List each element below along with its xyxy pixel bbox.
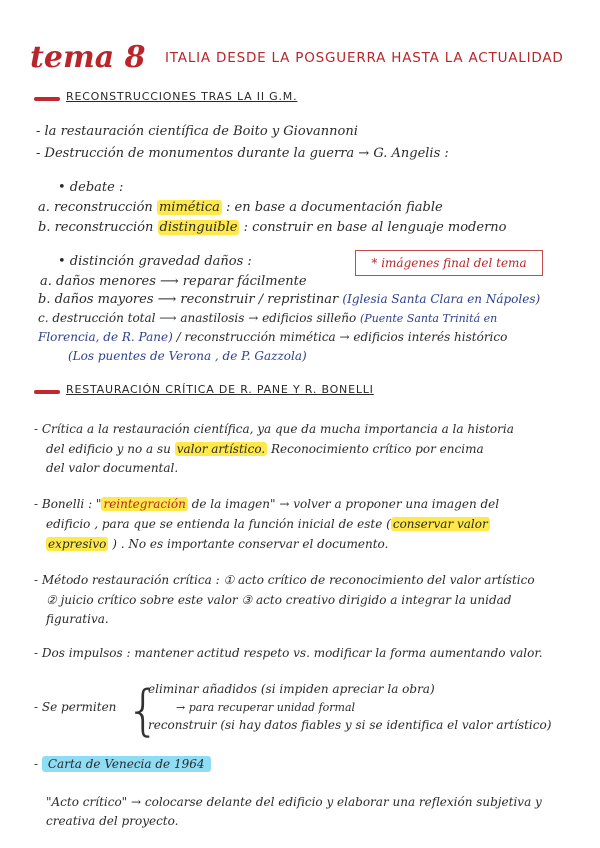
text: edificio , para que se entienda la función inicial de este ( — [46, 517, 391, 531]
highlight-reintegracion: reintegración — [103, 497, 186, 511]
bullet-gravedad: • distinción gravedad daños : — [58, 254, 252, 269]
highlight-expresivo: expresivo — [48, 537, 107, 551]
highlight-distinguible: distinguible — [159, 220, 238, 235]
images-note-box: * imágenes final del tema — [355, 250, 543, 276]
permitted-item: reconstruir (si hay datos fiables y si se identifica el valor artístico) — [148, 718, 552, 732]
text: ) . No es importante conservar el documento. — [112, 537, 389, 551]
list-item-a — [38, 200, 443, 215]
charter-line — [34, 757, 211, 771]
permitted-label: - Se permiten — [34, 700, 117, 714]
paragraph-line: "Acto crítico" → colocarse delante del edificio y elaborar una reflexión subjetiva y — [46, 795, 542, 809]
permitted-item: eliminar añadidos (si impiden apreciar la obra) — [148, 682, 435, 696]
highlight-carta-venecia: Carta de Venecia de 1964 — [42, 756, 211, 772]
paragraph-line: figurativa. — [46, 612, 109, 626]
section-heading-restauracion-critica: RESTAURACIÓN CRÍTICA DE R. PANE Y R. BONELLI — [66, 383, 374, 396]
text: Reconocimiento crítico por encima — [271, 442, 484, 456]
paragraph-line: - Método restauración crítica : ① acto crítico de reconocimiento del valor artístico — [34, 573, 535, 587]
paragraph-line: ② juicio crítico sobre este valor ③ acto creativo dirigido a integrar la unidad — [46, 593, 512, 607]
text: del edificio y no a su — [46, 442, 171, 456]
note-line: - Destrucción de monumentos durante la guerra → G. Angelis : — [36, 146, 449, 161]
section-marker — [34, 97, 60, 101]
section-marker — [34, 390, 60, 394]
item-text: c. destrucción total ⟶ anastilosis → edificios silleño — [38, 311, 357, 325]
example-text: (Iglesia Santa Clara en Nápoles) — [342, 292, 541, 306]
paragraph-line — [46, 537, 388, 551]
item-text: a. reconstrucción — [38, 200, 153, 215]
topic-title: ITALIA DESDE LA POSGUERRA HASTA LA ACTUALIDAD — [165, 50, 564, 66]
note-line: - la restauración científica de Boito y Giovannoni — [36, 124, 358, 139]
item-text: b. reconstrucción — [38, 220, 154, 235]
paragraph-line: - Dos impulsos : mantener actitud respeto vs. modificar la forma aumentando valor. — [34, 646, 543, 660]
text: de la imagen" → volver a proponer una imagen del — [191, 497, 500, 511]
text: - — [34, 757, 42, 771]
item-text: b. daños mayores ⟶ reconstruir / repristinar — [38, 292, 339, 307]
highlight-conservar-valor: conservar valor — [392, 517, 488, 531]
paragraph-line: - Crítica a la restauración científica, ya que da mucha importancia a la historia — [34, 422, 514, 436]
topic-number: tema 8 — [30, 40, 146, 75]
highlight-valor-artistico: valor artístico. — [176, 442, 266, 456]
example-text: (Puente Santa Trinitá en — [360, 312, 498, 325]
example-text: (Los puentes de Verona , de P. Gazzola) — [68, 349, 307, 363]
paragraph-line: creativa del proyecto. — [46, 814, 179, 828]
paragraph-line — [46, 442, 484, 456]
paragraph-line: del valor documental. — [46, 461, 179, 475]
list-item-damage-b — [38, 292, 540, 307]
item-text: / reconstrucción mimética → edificios interés histórico — [176, 330, 508, 344]
section-heading-reconstrucciones: RECONSTRUCCIONES TRAS LA II G.M. — [66, 90, 298, 103]
text: - Bonelli : " — [34, 497, 102, 511]
bullet-debate: • debate : — [58, 180, 124, 195]
example-text: Florencia, de R. Pane) — [38, 330, 173, 344]
list-item-damage-c-cont — [38, 330, 507, 344]
brace-icon: { — [126, 679, 161, 742]
item-text: : construir en base al lenguaje moderno — [243, 220, 507, 235]
highlight-mimetica: mimética — [158, 200, 220, 215]
list-item-b — [38, 220, 507, 235]
permitted-item: → para recuperar unidad formal — [176, 701, 356, 714]
list-item-damage-c — [38, 311, 497, 325]
list-item-damage-a: a. daños menores ⟶ reparar fácilmente — [40, 274, 307, 289]
item-text: : en base a documentación fiable — [226, 200, 443, 215]
paragraph-line — [46, 517, 490, 531]
paragraph-line — [34, 497, 499, 511]
